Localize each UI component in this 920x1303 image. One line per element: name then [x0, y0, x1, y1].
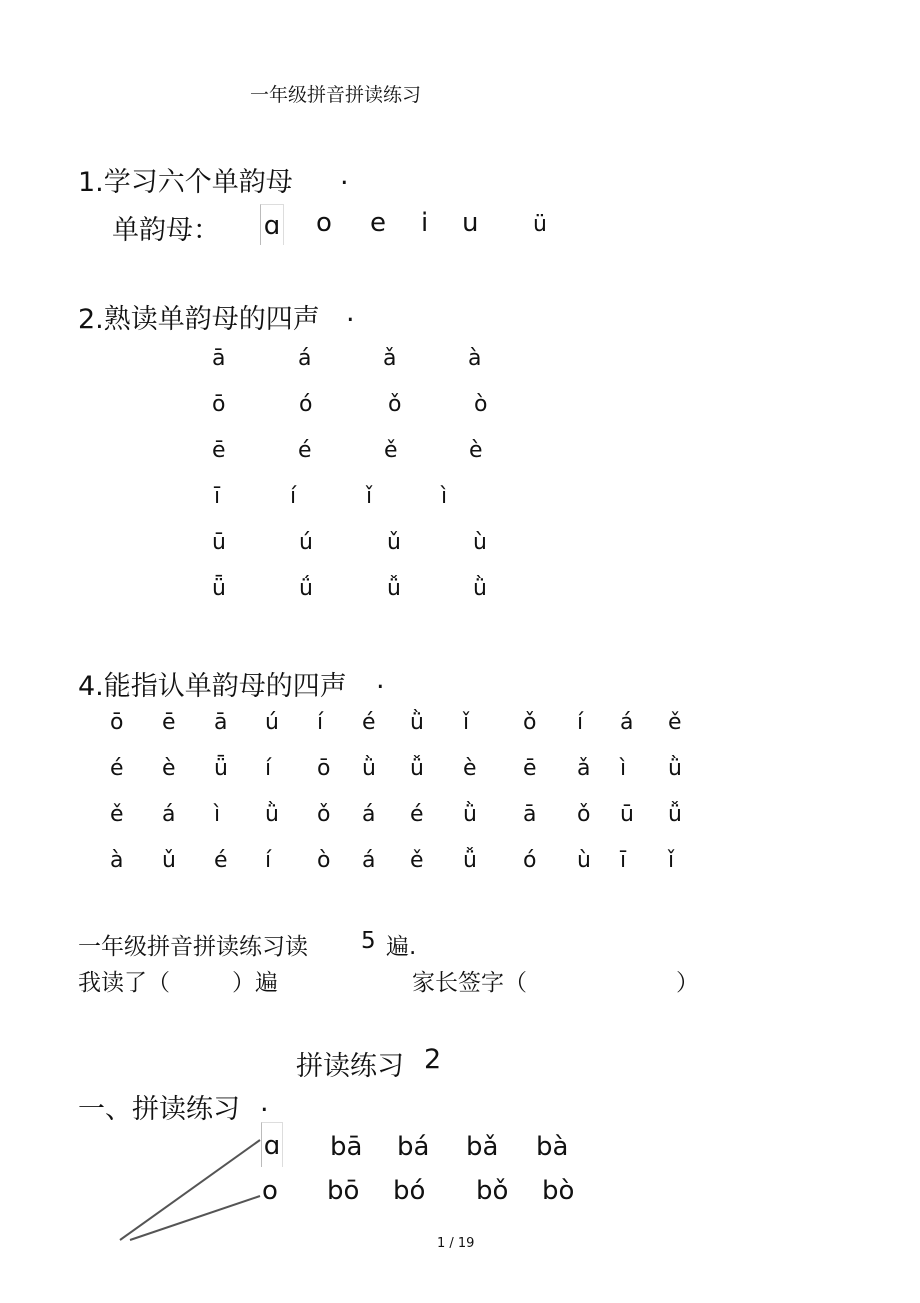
vowel-v: ü	[533, 212, 547, 237]
page-number: 1 / 19	[437, 1236, 475, 1251]
tone-cell-r3-c11: ū	[620, 802, 634, 827]
tone-i4: ì	[441, 484, 448, 509]
tone-v3: ǚ	[387, 576, 401, 601]
tone-cell-r2-c2: è	[162, 756, 176, 781]
tone-cell-r2-c7: ǚ	[410, 756, 424, 781]
tone-cell-r4-c1: à	[110, 848, 124, 873]
single-vowel-label: 单韵母：	[112, 215, 220, 246]
tone-a3: ǎ	[383, 346, 397, 371]
tone-cell-r2-c10: ǎ	[577, 756, 591, 781]
tone-cell-r3-c9: ā	[523, 802, 537, 827]
tone-cell-r1-c10: í	[577, 710, 584, 735]
read-times: 5	[361, 928, 376, 954]
syllable-ba2: bá	[397, 1132, 430, 1162]
section2-heading: 2.熟读单韵母的四声	[78, 304, 320, 335]
tone-cell-r1-c7: ǜ	[410, 710, 424, 735]
connector-line-a	[120, 1140, 260, 1240]
tone-e3: ě	[384, 438, 398, 463]
vowel-o: o	[316, 208, 332, 238]
tone-cell-r2-c3: ǖ	[214, 756, 228, 781]
tone-a2: á	[298, 346, 312, 371]
syllable-bo1: bō	[327, 1176, 360, 1206]
tone-cell-r3-c7: é	[410, 802, 424, 827]
vowel-a: ɑ	[260, 204, 284, 245]
tone-cell-r3-c6: á	[362, 802, 376, 827]
syllable-bo3: bǒ	[476, 1176, 509, 1206]
syllable-bo2: bó	[393, 1176, 426, 1206]
vowel-i: i	[421, 208, 429, 238]
syllable-bo4: bò	[542, 1176, 575, 1206]
tone-e1: ē	[212, 438, 226, 463]
tone-o2: ó	[299, 392, 313, 417]
tone-cell-r3-c4: ǜ	[265, 802, 279, 827]
tone-cell-r4-c4: í	[265, 848, 272, 873]
vowel-e: e	[370, 208, 386, 238]
tone-o3: ǒ	[388, 392, 402, 417]
tone-e2: é	[298, 438, 312, 463]
part2-vowel-o: o	[262, 1176, 278, 1206]
tone-cell-r3-c5: ǒ	[317, 802, 331, 827]
part2-vowel-a: ɑ	[261, 1122, 283, 1167]
section4-period: .	[376, 664, 385, 695]
tone-i2: í	[290, 484, 297, 509]
tone-cell-r1-c6: é	[362, 710, 376, 735]
tone-cell-r3-c10: ǒ	[577, 802, 591, 827]
tone-cell-r3-c12: ǚ	[668, 802, 682, 827]
tone-cell-r2-c5: ō	[317, 756, 331, 781]
i-read-label: 我读了（	[78, 970, 170, 996]
tone-u4: ù	[473, 530, 487, 555]
tone-cell-r1-c2: ē	[162, 710, 176, 735]
tone-cell-r2-c8: è	[463, 756, 477, 781]
tone-cell-r1-c4: ú	[265, 710, 279, 735]
parent-sign-label-end: ）	[676, 970, 699, 996]
tone-a4: à	[468, 346, 482, 371]
tone-o4: ò	[474, 392, 488, 417]
i-read-label-end: ）遍	[232, 970, 278, 996]
tone-cell-r3-c1: ě	[110, 802, 124, 827]
tone-e4: è	[469, 438, 483, 463]
section4-heading: 4.能指认单韵母的四声	[78, 671, 347, 702]
tone-cell-r1-c3: ā	[214, 710, 228, 735]
tone-a1: ā	[212, 346, 226, 371]
tone-cell-r4-c6: á	[362, 848, 376, 873]
part2-period: .	[260, 1087, 269, 1118]
tone-i3: ǐ	[366, 484, 373, 509]
tone-cell-r4-c2: ǔ	[162, 848, 176, 873]
syllable-ba4: bà	[536, 1132, 569, 1162]
tone-cell-r2-c4: í	[265, 756, 272, 781]
tone-cell-r2-c12: ǜ	[668, 756, 682, 781]
page-title: 一年级拼音拼读练习	[250, 84, 422, 106]
tone-v2: ǘ	[299, 576, 313, 601]
part2-title-number: 2	[424, 1044, 442, 1075]
syllable-ba1: bā	[330, 1132, 363, 1162]
parent-sign-label: 家长签字（	[412, 970, 527, 996]
tone-cell-r1-c8: ǐ	[463, 710, 470, 735]
tone-cell-r4-c11: ī	[620, 848, 627, 873]
tone-cell-r4-c7: ě	[410, 848, 424, 873]
vowel-u: u	[462, 208, 479, 238]
tone-u3: ǔ	[387, 530, 401, 555]
tone-cell-r3-c3: ì	[214, 802, 221, 827]
tone-cell-r4-c12: ǐ	[668, 848, 675, 873]
part2-title: 拼读练习	[296, 1051, 404, 1082]
tone-cell-r1-c12: ě	[668, 710, 682, 735]
tone-cell-r4-c5: ò	[317, 848, 331, 873]
tone-cell-r1-c9: ǒ	[523, 710, 537, 735]
tone-cell-r3-c2: á	[162, 802, 176, 827]
tone-cell-r1-c5: í	[317, 710, 324, 735]
tone-cell-r4-c10: ù	[577, 848, 591, 873]
tone-cell-r4-c8: ǚ	[463, 848, 477, 873]
section1-heading: 1.学习六个单韵母	[78, 167, 293, 198]
tone-cell-r4-c9: ó	[523, 848, 537, 873]
tone-cell-r1-c11: á	[620, 710, 634, 735]
tone-o1: ō	[212, 392, 226, 417]
read-instruction: 一年级拼音拼读练习读	[78, 934, 308, 960]
section2-period: .	[346, 297, 355, 328]
tone-u1: ū	[212, 530, 226, 555]
tone-cell-r4-c3: é	[214, 848, 228, 873]
part2-heading: 一、拼读练习	[78, 1094, 240, 1125]
tone-v4: ǜ	[473, 576, 487, 601]
syllable-ba3: bǎ	[466, 1132, 499, 1162]
section1-period: .	[340, 160, 349, 191]
tone-i1: ī	[214, 484, 221, 509]
tone-cell-r3-c8: ǜ	[463, 802, 477, 827]
tone-cell-r1-c1: ō	[110, 710, 124, 735]
tone-cell-r2-c9: ē	[523, 756, 537, 781]
tone-cell-r2-c1: é	[110, 756, 124, 781]
tone-cell-r2-c6: ǜ	[362, 756, 376, 781]
tone-cell-r2-c11: ì	[620, 756, 627, 781]
read-times-suffix: 遍.	[386, 934, 417, 960]
tone-u2: ú	[299, 530, 313, 555]
tone-v1: ǖ	[212, 576, 226, 601]
